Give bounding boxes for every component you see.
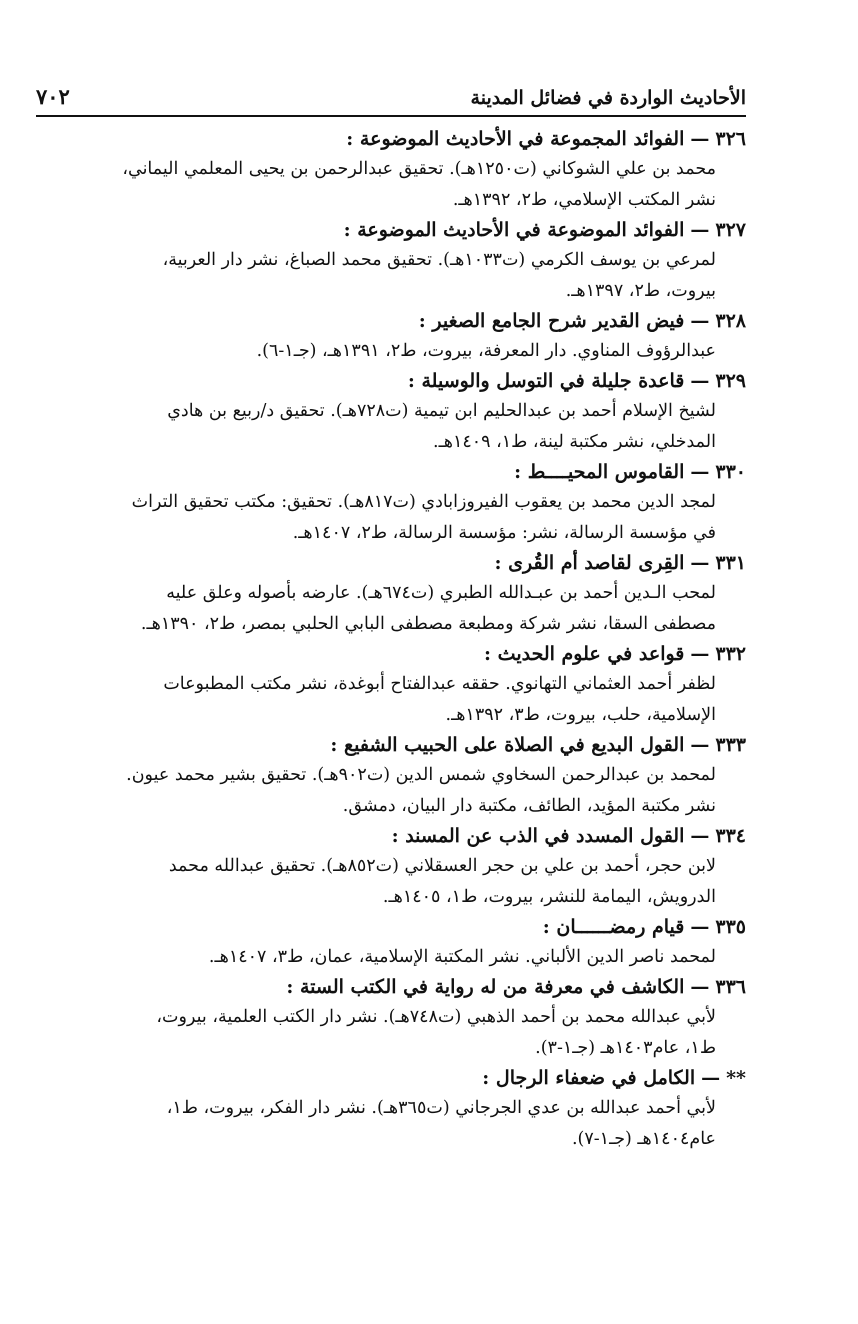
bibliography-entry bbox=[36, 216, 746, 307]
entry-citation-line: لمرعي بن يوسف الكرمي (ت١٠٣٣هـ). تحقيق محمد الصباغ، نشر دار العربية، bbox=[162, 250, 716, 270]
entry-number: ٣٢٧ bbox=[715, 219, 746, 241]
entry-number: ٣٣٥ bbox=[715, 916, 746, 938]
entry-title: قاعدة جليلة في التوسل والوسيلة : bbox=[407, 370, 685, 392]
page-header bbox=[36, 80, 746, 117]
entry-dash: — bbox=[690, 370, 710, 392]
bibliography-list bbox=[36, 125, 746, 1155]
entry-heading bbox=[36, 216, 746, 245]
entry-citation-line: لمجد الدين محمد بن يعقوب الفيروزابادي (ت٨١٧هـ). تحقيق: مكتب تحقيق التراث bbox=[131, 492, 716, 512]
running-title: الأحاديث الواردة في فضائل المدينة bbox=[470, 87, 746, 109]
entry-dash: — bbox=[690, 128, 710, 150]
entry-title: قيام رمضــــــان : bbox=[542, 916, 685, 938]
entry-title: القِرى لقاصد أم القُرى : bbox=[494, 552, 685, 574]
entry-title: القاموس المحيــــط : bbox=[514, 461, 685, 483]
bibliography-entry bbox=[36, 458, 746, 549]
entry-heading bbox=[36, 822, 746, 851]
book-page bbox=[36, 80, 746, 1155]
entry-citation-line: نشر المكتب الإسلامي، ط٢، ١٣٩٢هـ. bbox=[452, 190, 716, 210]
entry-citation-line: المدخلي، نشر مكتبة لينة، ط١، ١٤٠٩هـ. bbox=[433, 432, 716, 452]
entry-title: قواعد في علوم الحديث : bbox=[484, 643, 685, 665]
entry-dash: — bbox=[690, 825, 710, 847]
bibliography-entry bbox=[36, 731, 746, 822]
entry-title: الفوائد الموضوعة في الأحاديث الموضوعة : bbox=[343, 219, 685, 241]
entry-citation-line: لشيخ الإسلام أحمد بن عبدالحليم ابن تيمية (ت٧٢٨هـ). تحقيق د/ربيع بن هادي bbox=[167, 401, 716, 421]
entry-heading bbox=[36, 549, 746, 578]
entry-dash: — bbox=[690, 310, 710, 332]
entry-citation-line: محمد بن علي الشوكاني (ت١٢٥٠هـ). تحقيق عبدالرحمن بن يحيى المعلمي اليماني، bbox=[122, 159, 716, 179]
entry-heading bbox=[36, 125, 746, 154]
entry-heading bbox=[36, 973, 746, 1002]
bibliography-entry bbox=[36, 549, 746, 640]
entry-number: ٣٣٤ bbox=[715, 825, 746, 847]
entry-dash: — bbox=[690, 976, 710, 998]
entry-dash: — bbox=[690, 461, 710, 483]
entry-number: ٣٣٦ bbox=[715, 976, 746, 998]
entry-heading bbox=[36, 367, 746, 396]
entry-title: القول المسدد في الذب عن المسند : bbox=[391, 825, 685, 847]
entry-citation-line: في مؤسسة الرسالة، نشر: مؤسسة الرسالة، ط٢، ١٤٠٧هـ. bbox=[292, 523, 716, 543]
entry-dash: — bbox=[690, 916, 710, 938]
entry-heading bbox=[36, 458, 746, 487]
bibliography-entry bbox=[36, 822, 746, 913]
entry-citation-line: لمحمد ناصر الدين الألباني. نشر المكتبة الإسلامية، عمان، ط٣، ١٤٠٧هـ. bbox=[208, 947, 716, 967]
entry-heading bbox=[36, 913, 746, 942]
entry-number: ٣٣١ bbox=[715, 552, 746, 574]
page-number: ٧٠٢ bbox=[36, 84, 70, 109]
entry-dash: — bbox=[690, 219, 710, 241]
entry-dash: — bbox=[690, 734, 710, 756]
entry-number: ٣٣٣ bbox=[715, 734, 746, 756]
bibliography-entry bbox=[36, 973, 746, 1064]
entry-citation-line: لأبي عبدالله محمد بن أحمد الذهبي (ت٧٤٨هـ). نشر دار الكتب العلمية، بيروت، bbox=[156, 1007, 716, 1027]
bibliography-entry bbox=[36, 367, 746, 458]
bibliography-entry bbox=[36, 640, 746, 731]
entry-citation-line: الدرويش، اليمامة للنشر، بيروت، ط١، ١٤٠٥هـ. bbox=[382, 887, 716, 907]
entry-title: فيض القدير شرح الجامع الصغير : bbox=[418, 310, 685, 332]
entry-heading bbox=[36, 640, 746, 669]
entry-citation-line: الإسلامية، حلب، بيروت، ط٣، ١٣٩٢هـ. bbox=[445, 705, 716, 725]
entry-number: ٣٣٢ bbox=[715, 643, 746, 665]
entry-title: الكاشف في معرفة من له رواية في الكتب الستة : bbox=[286, 976, 685, 998]
entry-citation-line: نشر مكتبة المؤيد، الطائف، مكتبة دار البيان، دمشق. bbox=[342, 796, 716, 816]
bibliography-entry bbox=[36, 307, 746, 367]
bibliography-entry bbox=[36, 913, 746, 973]
entry-number: ٣٢٦ bbox=[715, 128, 746, 150]
entry-dash: — bbox=[690, 552, 710, 574]
entry-citation-line: لظفر أحمد العثماني التهانوي. حققه عبدالفتاح أبوغدة، نشر مكتب المطبوعات bbox=[163, 674, 716, 694]
entry-number: ٣٣٠ bbox=[715, 461, 746, 483]
entry-dash: — bbox=[690, 643, 710, 665]
entry-citation-line: عبدالرؤوف المناوي. دار المعرفة، بيروت، ط٢، ١٣٩١هـ، (جـ١-٦). bbox=[256, 341, 716, 361]
entry-title: القول البديع في الصلاة على الحبيب الشفيع : bbox=[330, 734, 685, 756]
entry-citation-line: لأبي أحمد عبدالله بن عدي الجرجاني (ت٣٦٥هـ). نشر دار الفكر، بيروت، ط١، bbox=[166, 1098, 716, 1118]
entry-citation-line: بيروت، ط٢، ١٣٩٧هـ. bbox=[565, 281, 716, 301]
entry-citation-line: مصطفى السقا، نشر شركة ومطبعة مصطفى البابي الحلبي بمصر، ط٢، ١٣٩٠هـ. bbox=[140, 614, 716, 634]
entry-heading bbox=[36, 1064, 746, 1093]
entry-dash: — bbox=[701, 1067, 721, 1089]
bibliography-entry bbox=[36, 125, 746, 216]
bibliography-entry bbox=[36, 1064, 746, 1155]
entry-number: ٣٢٨ bbox=[715, 310, 746, 332]
entry-title: الكامل في ضعفاء الرجال : bbox=[482, 1067, 696, 1089]
entry-citation-line: لمحمد بن عبدالرحمن السخاوي شمس الدين (ت٩٠٢هـ). تحقيق بشير محمد عيون. bbox=[126, 765, 716, 785]
entry-heading bbox=[36, 731, 746, 760]
entry-citation-line: لابن حجر، أحمد بن علي بن حجر العسقلاني (ت٨٥٢هـ). تحقيق عبدالله محمد bbox=[168, 856, 716, 876]
entry-citation-line: لمحب الـدين أحمد بن عبـدالله الطبري (ت٦٧٤هـ). عارضه بأصوله وعلق عليه bbox=[166, 583, 716, 603]
entry-number: ** bbox=[726, 1067, 746, 1089]
entry-heading bbox=[36, 307, 746, 336]
entry-title: الفوائد المجموعة في الأحاديث الموضوعة : bbox=[346, 128, 685, 150]
entry-citation-line: ط١، عام١٤٠٣هـ (جـ١-٣). bbox=[535, 1038, 716, 1058]
entry-number: ٣٢٩ bbox=[715, 370, 746, 392]
entry-citation-line: عام١٤٠٤هـ (جـ١-٧). bbox=[571, 1129, 716, 1149]
